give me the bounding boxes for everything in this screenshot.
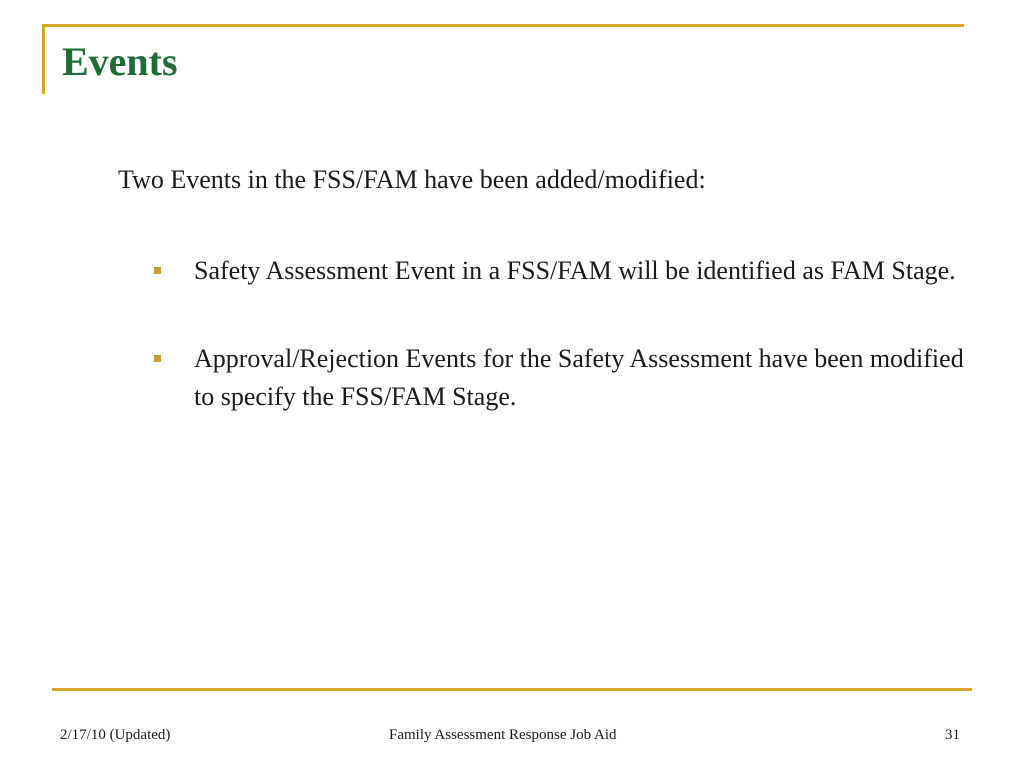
bullet-list xyxy=(150,252,990,466)
left-frame-line xyxy=(42,24,45,94)
bullet-item xyxy=(150,340,990,416)
bullet-text: Approval/Rejection Events for the Safety Assessment have been modified to specify the FSS/FAM Stage. xyxy=(194,344,964,411)
bullet-item xyxy=(150,252,990,290)
intro-text: Two Events in the FSS/FAM have been added/modified: xyxy=(118,165,706,194)
footer-divider xyxy=(52,688,972,691)
bullet-text: Safety Assessment Event in a FSS/FAM will be identified as FAM Stage. xyxy=(194,256,956,285)
top-frame-line xyxy=(42,24,964,27)
square-bullet-icon xyxy=(154,355,161,362)
footer-title: Family Assessment Response Job Aid xyxy=(389,727,617,743)
square-bullet-icon xyxy=(154,267,161,274)
page-number: 31 xyxy=(945,727,960,743)
slide-title: Events xyxy=(62,39,178,84)
footer-date: 2/17/10 (Updated) xyxy=(60,727,171,743)
